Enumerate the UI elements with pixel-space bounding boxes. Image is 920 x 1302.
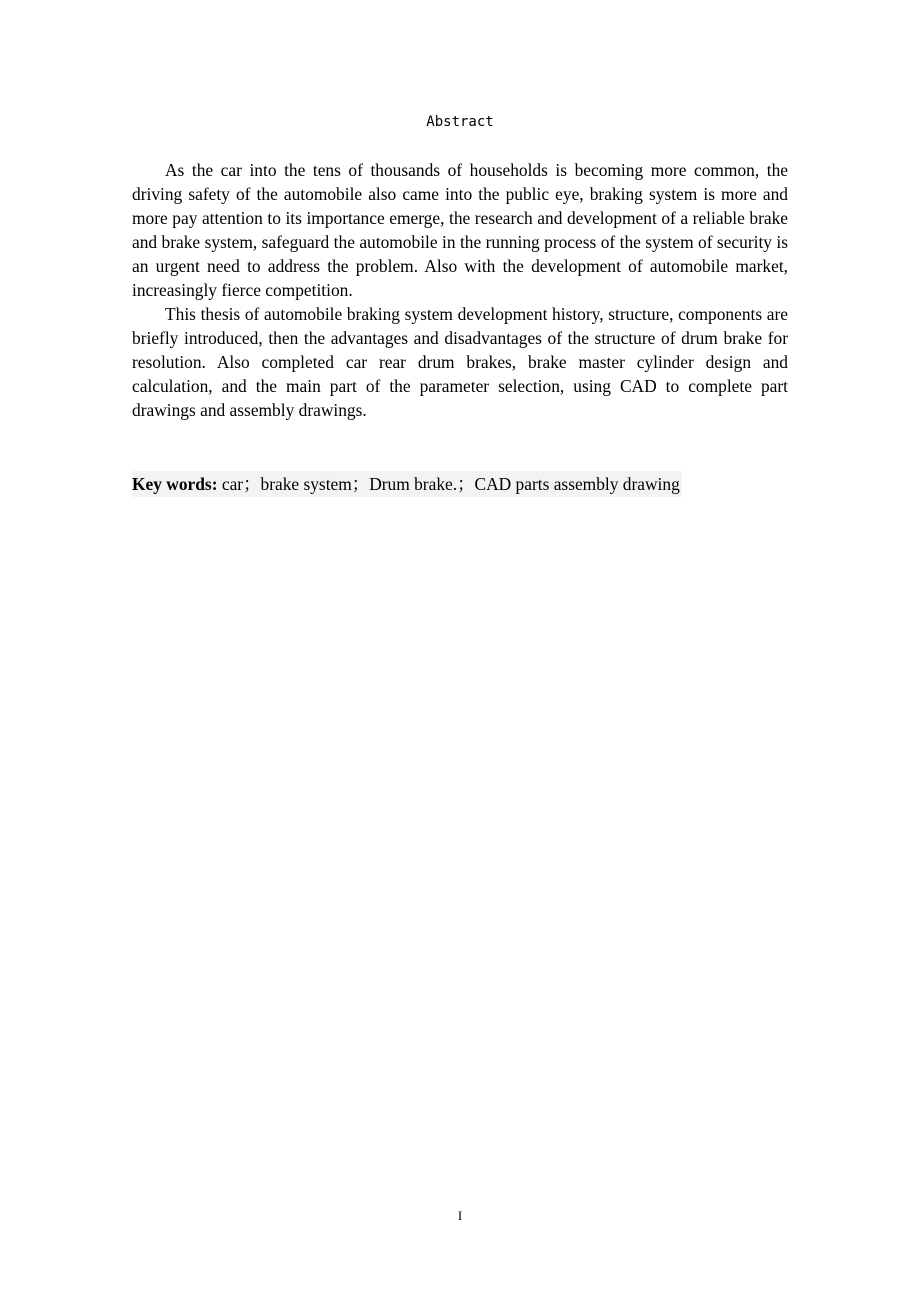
keywords-label: Key words: bbox=[132, 474, 218, 494]
abstract-body bbox=[132, 158, 788, 422]
keywords-line bbox=[132, 471, 682, 497]
abstract-title: Abstract bbox=[426, 114, 494, 130]
keyword-item: CAD parts assembly drawing bbox=[474, 474, 680, 494]
keyword-separator: ； bbox=[351, 474, 370, 494]
page-number: I bbox=[457, 1208, 463, 1223]
keyword-separator: ； bbox=[457, 474, 475, 494]
keyword-item: brake system bbox=[260, 474, 352, 494]
abstract-paragraph-1: As the car into the tens of thousands of households is becoming more common, the driving safety of the automobile also came into the public eye, braking system is more and more pay attention to its importance emerge, the research and development of a reliable brake and brake system, safeguard the automobile in the running process of the system of security is an urgent need to address the problem. Also with the development of automobile market, increasingly fierce competition. bbox=[132, 160, 788, 300]
keyword-separator: ； bbox=[243, 474, 261, 494]
abstract-paragraph-2: This thesis of automobile braking system development history, structure, components are briefly introduced, then the advantages and disadvantages of the structure of drum brake for resolution. Also completed car rear drum brakes, brake master cylinder design and calculation, and the main part of the parameter selection, using CAD to complete part drawings and assembly drawings. bbox=[132, 304, 788, 420]
keyword-item: car bbox=[221, 474, 244, 494]
keyword-item: Drum brake. bbox=[369, 474, 458, 494]
